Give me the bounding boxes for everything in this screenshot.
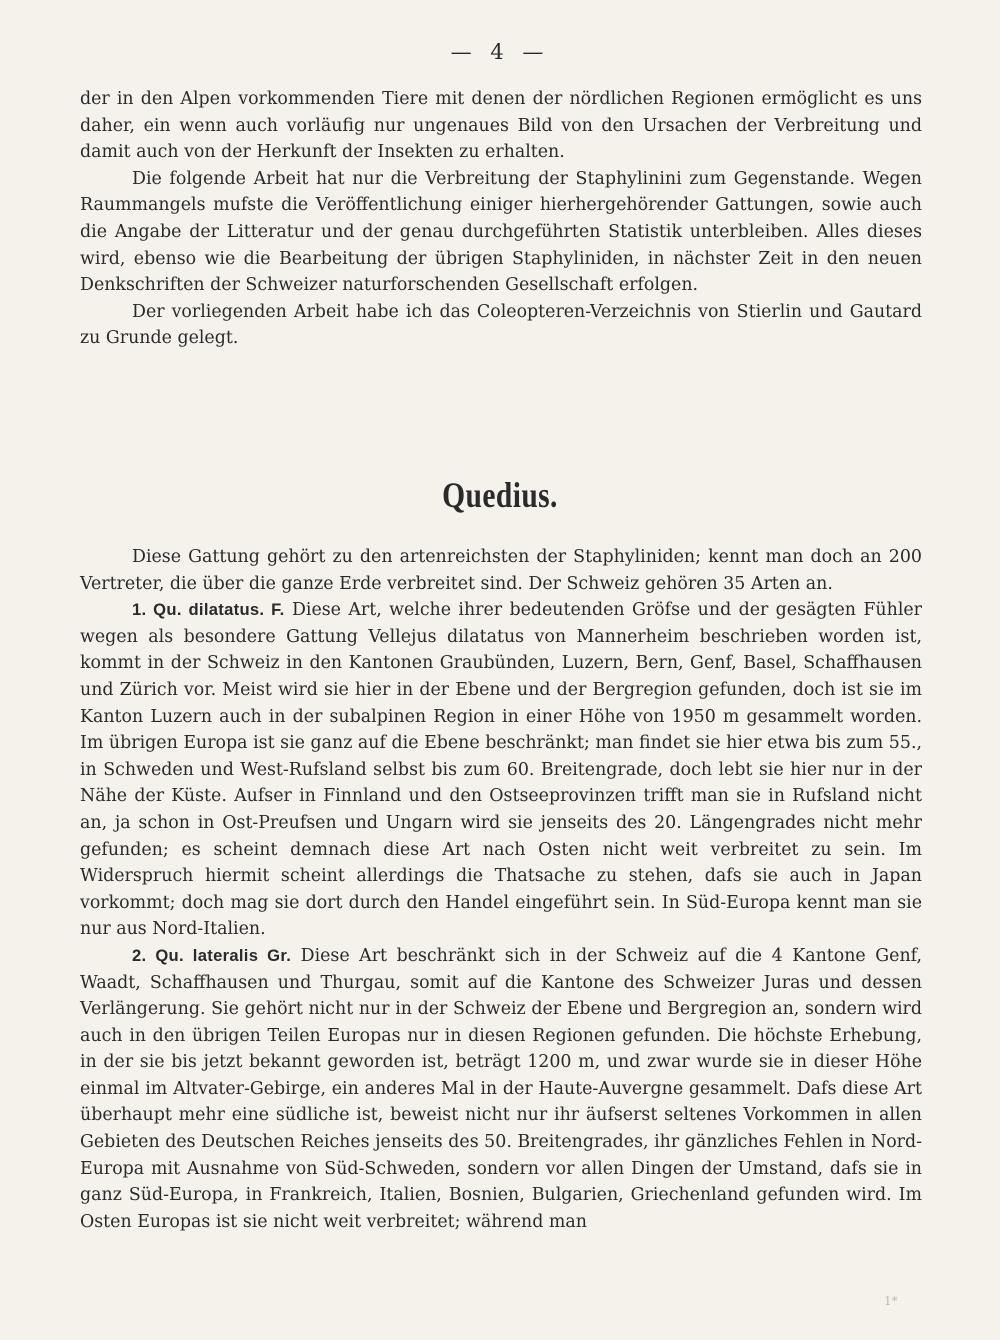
species-text-1: Diese Art, welche ihrer bedeutenden Gröfse und der gesägten Fühler wegen als besondere Gattung Vellejus dilatatus von Mannerheim beschrieben worden ist, kommt in der Schweiz in den Kantonen Graubünden, Luzern, Bern, Genf, Basel, Schaffhausen und Zürich vor. Meist wird sie hier in der Ebene und der Bergregion gefunden, doch ist sie im Kanton Luzern auch in der subalpinen Region in einer Höhe von 1950 m gesammelt worden. Im übrigen Europa ist sie ganz auf die Ebene beschränkt; man findet sie hier etwa bis zum 55., in Schweden und West-Rufsland selbst bis zum 60. Breitengrade, doch lebt sie hier nur in der Nähe der Küste. Aufser in Finnland und den Ostseeprovinzen trifft man sie in Rufsland nicht an, ja schon in Ost-Preufsen und Ungarn wird sie jenseits des 20. Längengrades nicht mehr gefunden; es scheint demnach diese Art nach Osten nicht weit verbreitet zu sein. Im Widerspruch hiermit scheint allerdings die Thatsache zu stehen, dafs sie auch in Japan vorkommt; doch mag sie dort durch den Handel eingeführt sein. In Süd-Europa kennt man sie nur aus Nord-Italien. — [80, 600, 922, 940]
genus-heading: Quedius. — [442, 475, 558, 515]
species-name-2: 2. Qu. lateralis Gr. — [132, 945, 292, 965]
intro-section — [80, 86, 922, 352]
intro-paragraph-1: der in den Alpen vorkommenden Tiere mit denen der nördlichen Regionen ermöglicht es uns daher, ein wenn auch vorläufig nur ungenaues Bild von den Ursachen der Verbreitung und damit auch von der Herkunft der Insekten zu erhalten. — [80, 89, 922, 163]
page-number: — 4 — — [450, 40, 550, 64]
signature-mark: 1* — [884, 1294, 898, 1308]
genus-section — [80, 544, 922, 1235]
species-text-2: Diese Art beschränkt sich in der Schweiz auf die 4 Kantone Genf, Waadt, Schaffhausen und Thurgau, somit auf die Kantone des Schweizer Juras und dessen Verlängerung. Sie gehört nicht nur in der Schweiz der Ebene und Bergregion an, sondern wird auch in den übrigen Teilen Europas nur in diesen Regionen gefunden. Die höchste Erhebung, in der sie bis jetzt bekannt geworden ist, beträgt 1200 m, und zwar wurde sie in dieser Höhe einmal im Altvater-Gebirge, ein anderes Mal in der Haute-Auvergne gesammelt. Dafs diese Art überhaupt mehr eine südliche ist, beweist nicht nur ihr äufserst seltenes Vorkommen in allen Gebieten des Deutschen Reiches jenseits des 50. Breitengrades, ihr gänzliches Fehlen in Nord-Europa mit Ausnahme von Süd-Schweden, sondern vor allen Dingen der Umstand, dafs sie in ganz Süd-Europa, in Frankreich, Italien, Bosnien, Bulgarien, Griechenland gefunden wird. Im Osten Europas ist sie nicht weit verbreitet; während man — [80, 945, 922, 1232]
species-entry-2 — [80, 943, 922, 1236]
intro-paragraph-2: Die folgende Arbeit hat nur die Verbreitung der Staphylinini zum Gegenstande. Wegen Raummangels mufste die Veröffentlichung einiger hierhergehörender Gattungen, sowie auch die Angabe der Litteratur und der genau durchgeführten Statistik unterbleiben. Alles dieses wird, ebenso wie die Bearbeitung der übrigen Staphyliniden, in nächster Zeit in den neuen Denkschriften der Schweizer naturforschenden Gesellschaft erfolgen. — [80, 168, 922, 296]
species-name-1: 1. Qu. dilatatus. F. — [132, 600, 285, 620]
species-entry-1 — [80, 597, 922, 943]
intro-paragraph-3: Der vorliegenden Arbeit habe ich das Coleopteren-Verzeichnis von Stierlin und Gautard zu Grunde gelegt. — [80, 301, 922, 349]
genus-paragraph: Diese Gattung gehört zu den artenreichsten der Staphyliniden; kennt man doch an 200 Vertreter, die über die ganze Erde verbreitet sind. Der Schweiz gehören 35 Arten an. — [80, 547, 922, 594]
